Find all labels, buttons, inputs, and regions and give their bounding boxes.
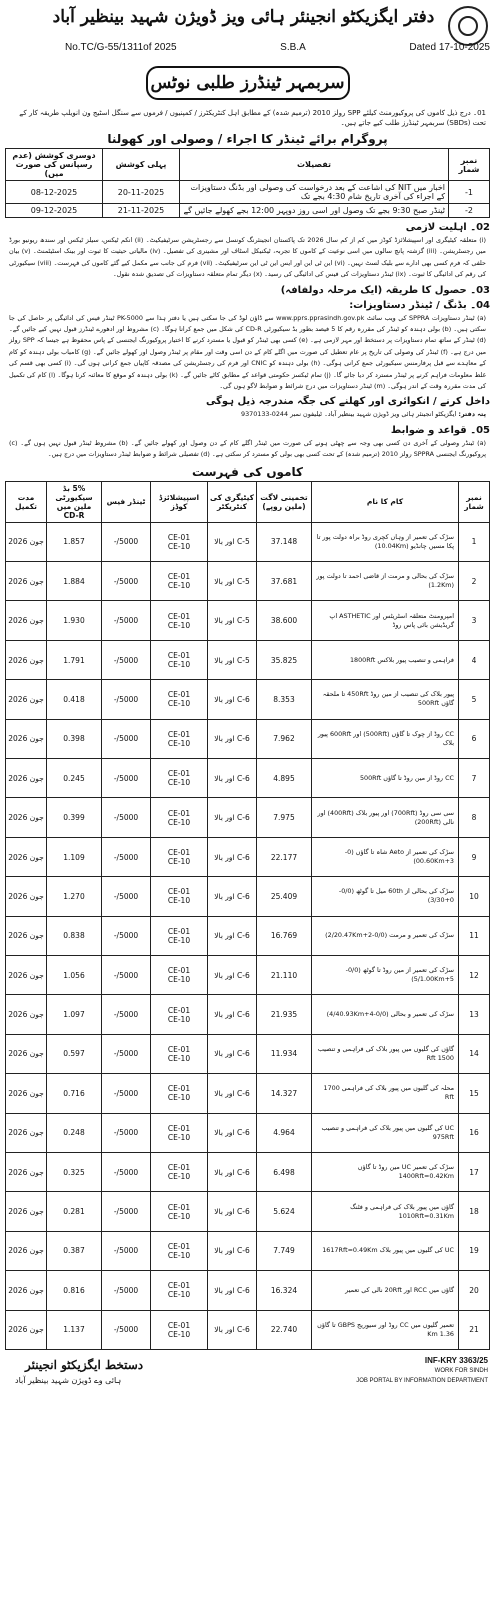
works-fee: 5000/- (102, 837, 151, 876)
works-period: جون 2026 (6, 837, 47, 876)
works-security: 1.857 (47, 522, 102, 561)
intro-text: 01۔ درج ذیل کاموں کی پروکیورمنٹ کیلئے SPP رولز 2010 (ترمیم شدہ) کے مطابق اہل کنٹریکٹرز / کمپنیوں / فرموں سے سنگل اسٹیج ون انویلپ طریقہ کار کے تحت (SBDs) سربمہر ٹینڈرز طلب کیے جاتے ہیں۔ (19, 109, 486, 127)
works-name: CC روڈ از چوک تا گاؤں (500Rft) اور 600Rft پیور بلاک (312, 719, 459, 758)
inf-stamp (356, 1356, 488, 1386)
works-codes (151, 1271, 208, 1310)
specialized-code: CE-01 (167, 848, 191, 857)
works-cost: 16.324 (257, 1271, 312, 1310)
works-period: جون 2026 (6, 955, 47, 994)
works-no: 1 (459, 522, 490, 561)
works-cost: 7.962 (257, 719, 312, 758)
works-security: 1.109 (47, 837, 102, 876)
works-cost: 4.964 (257, 1113, 312, 1152)
works-security: 1.791 (47, 640, 102, 679)
works-security: 0.716 (47, 1074, 102, 1113)
works-no: 2 (459, 562, 490, 601)
works-category: C-6 اور بالا (208, 1113, 257, 1152)
works-fee: 5000/- (102, 601, 151, 640)
works-period: جون 2026 (6, 1074, 47, 1113)
works-row (6, 562, 490, 601)
works-row (6, 1310, 490, 1349)
works-header-security: 5% بڈ سیکیورٹی ملین میں CD-R (47, 481, 102, 522)
works-codes (151, 877, 208, 916)
submit-heading: داخل کرنے / انکوائری اور کھلنے کی جگہ مندرجہ ذیل ہوگی (205, 396, 490, 408)
specialized-code: CE-10 (167, 1093, 191, 1103)
works-name: تعمیر گلیوں میں CC روڈ اور سیوریج GBPS تا گاؤں 1.36 Km (312, 1310, 459, 1349)
header (5, 4, 490, 60)
works-period: جون 2026 (6, 719, 47, 758)
specialized-code: CE-10 (167, 817, 191, 827)
program-detail: اخبار میں NIT کی اشاعت کے بعد درخواست کی وصولی اور بڈنگ دستاویزات کے اجراء کی آخری تاریخ شام 4:30 بجے تک (180, 181, 449, 204)
works-no: 3 (459, 601, 490, 640)
specialized-code: CE-01 (167, 1281, 191, 1291)
works-codes (151, 1074, 208, 1113)
works-codes (151, 562, 208, 601)
works-cost: 38.600 (257, 601, 312, 640)
works-name: گاؤں میں پیور بلاک کی فراہمی و فٹنگ 1010Rft=0.31Km (312, 1192, 459, 1231)
works-category: C-6 اور بالا (208, 1074, 257, 1113)
works-security: 0.418 (47, 680, 102, 719)
acquire-heading: 03۔ حصول کا طریقہ (ایک مرحلہ دولفافہ) (280, 284, 490, 296)
works-category: C-5 اور بالا (208, 562, 257, 601)
specialized-code: CE-01 (167, 1163, 191, 1173)
specialized-code: CE-10 (167, 1290, 191, 1300)
works-security: 0.325 (47, 1152, 102, 1191)
works-codes (151, 955, 208, 994)
works-security: 0.281 (47, 1192, 102, 1231)
works-name: سڑک کی تعمیر و بحالی (0/0-4+4/40.93Km) (312, 995, 459, 1034)
works-header-no: نمبر شمار (459, 481, 490, 522)
address-text: ایگزیکٹو انجینئر ہائی ویز ڈویژن شہید بینظیر آباد۔ ٹیلیفون نمبر 0244-9370133 (241, 410, 457, 419)
footer (5, 1354, 490, 1394)
works-no: 15 (459, 1074, 490, 1113)
works-row (6, 1074, 490, 1113)
program-no: 1- (449, 181, 490, 204)
works-period: جون 2026 (6, 640, 47, 679)
date-label: Dated 17-10-2025 (409, 42, 490, 53)
works-security: 0.838 (47, 916, 102, 955)
address-line (5, 409, 490, 420)
works-category: C-5 اور بالا (208, 640, 257, 679)
works-period: جون 2026 (6, 1113, 47, 1152)
specialized-code: CE-10 (167, 896, 191, 906)
works-category: C-5 اور بالا (208, 522, 257, 561)
specialized-code: CE-10 (167, 620, 191, 630)
works-security: 0.398 (47, 719, 102, 758)
program-second-date: 09-12-2025 (6, 204, 103, 218)
terms-heading: 05۔ قواعد و ضوابط (390, 424, 490, 436)
reference-number: No.TC/G-55/1311of 2025 (65, 42, 177, 53)
eligibility-text: (i) متعلقہ کیٹیگری اور اسپیشلائزڈ کوڈز میں کم از کم سال 2026 تک پاکستان انجینئرنگ کونسل سے رجسٹریشن سرٹیفیکیٹ۔ (ii) انکم ٹیکس، سیلز ٹیکس اور سندھ ریونیو بورڈ میں رجسٹریشن۔ (iii) گزشتہ پانچ سالوں میں اسی نوعیت کے کاموں کا تجربہ، ٹیکنیکل اسٹاف اور مشینری کی تفصیل۔ (iv) مالیاتی حیثیت کا ثبوت اور بینک اسٹیٹمنٹ۔ (v) بیان حلفی کہ فرم کسی بھی ادارے سے بلیک لسٹ نہیں۔ (vi) این ٹی این اور ایس این ٹی این سرٹیفیکیٹ۔ (vii) فرم کی جانب سے مکمل کیے گئے کاموں کی فہرست۔ (viii) سیکیورٹی کی رقم کی ادائیگی کا ثبوت۔ (ix) ٹینڈر دستاویزات کی فیس کی ادائیگی کی رسید۔ (x) دیگر تمام متعلقہ دستاویزات کی تصدیق شدہ نقول۔ (9, 236, 487, 279)
works-fee: 5000/- (102, 522, 151, 561)
works-row (6, 522, 490, 561)
works-period: جون 2026 (6, 601, 47, 640)
works-cost: 7.975 (257, 798, 312, 837)
works-category: C-6 اور بالا (208, 995, 257, 1034)
works-codes (151, 640, 208, 679)
works-codes (151, 916, 208, 955)
specialized-code: CE-10 (167, 1014, 191, 1024)
works-period: جون 2026 (6, 759, 47, 798)
works-heading: کاموں کی فہرست (191, 464, 303, 479)
works-fee: 5000/- (102, 1310, 151, 1349)
works-name: سڑک کی بحالی از 60th میل تا گوٹھ (0/0-0+3/30) (312, 877, 459, 916)
works-no: 11 (459, 916, 490, 955)
works-cost: 21.110 (257, 955, 312, 994)
works-security: 1.056 (47, 955, 102, 994)
program-no: 2- (449, 204, 490, 218)
works-name: گاؤں میں RCC اور 20Rft نالی کی تعمیر (312, 1271, 459, 1310)
works-cost: 22.740 (257, 1310, 312, 1349)
works-security: 0.387 (47, 1231, 102, 1270)
works-header-fee: ٹینڈر فیس (102, 481, 151, 522)
works-period: جون 2026 (6, 562, 47, 601)
works-period: جون 2026 (6, 1152, 47, 1191)
program-first-date: 21-11-2025 (103, 204, 180, 218)
specialized-code: CE-01 (167, 808, 191, 818)
sba-label: S.B.A (280, 42, 306, 53)
program-second-date: 08-12-2025 (6, 181, 103, 204)
program-header-second: دوسری کوشش (عدم رسپانس کی صورت میں) (6, 149, 103, 181)
specialized-code: CE-10 (167, 699, 191, 709)
specialized-code: CE-10 (167, 1250, 191, 1260)
works-no: 6 (459, 719, 490, 758)
works-category: C-6 اور بالا (208, 759, 257, 798)
works-name: پیور بلاک کی تنصیب از مین روڈ 450Rft تا ملحقہ گاؤں 500Rft (312, 680, 459, 719)
works-no: 10 (459, 877, 490, 916)
works-cost: 25.409 (257, 877, 312, 916)
specialized-code: CE-10 (167, 1329, 191, 1339)
specialized-code: CE-10 (167, 778, 191, 788)
works-no: 18 (459, 1192, 490, 1231)
works-fee: 5000/- (102, 1113, 151, 1152)
works-no: 5 (459, 680, 490, 719)
specialized-code: CE-10 (167, 738, 191, 748)
works-category: C-6 اور بالا (208, 1034, 257, 1073)
works-no: 16 (459, 1113, 490, 1152)
reference-row (65, 42, 490, 53)
specialized-code: CE-01 (167, 729, 191, 739)
works-row (6, 995, 490, 1034)
program-header-detail: تفصیلات (180, 149, 449, 181)
specialized-code: CE-10 (167, 660, 191, 670)
works-no: 9 (459, 837, 490, 876)
work-for-sindh-label: WORK FOR SINDH (434, 1367, 488, 1374)
works-row (6, 1231, 490, 1270)
specialized-code: CE-10 (167, 1172, 191, 1182)
works-period: جون 2026 (6, 798, 47, 837)
works-fee: 5000/- (102, 877, 151, 916)
works-security: 0.248 (47, 1113, 102, 1152)
works-codes (151, 601, 208, 640)
works-security: 1.097 (47, 995, 102, 1034)
works-period: جون 2026 (6, 995, 47, 1034)
works-row (6, 1192, 490, 1231)
specialized-code: CE-10 (167, 1211, 191, 1221)
specialized-code: CE-10 (167, 975, 191, 985)
works-row (6, 601, 490, 640)
works-cost: 21.935 (257, 995, 312, 1034)
works-cost: 6.498 (257, 1152, 312, 1191)
works-row (6, 640, 490, 679)
specialized-code: CE-01 (167, 1320, 191, 1330)
works-header-cost: تخمینی لاگت (ملین روپے) (257, 481, 312, 522)
bidding-heading: 04۔ بڈنگ / ٹینڈر دستاویزات: (349, 299, 490, 311)
works-fee: 5000/- (102, 640, 151, 679)
works-name: محلہ کی گلیوں میں پیور بلاک کی فراہمی 1700 Rft (312, 1074, 459, 1113)
works-no: 13 (459, 995, 490, 1034)
works-codes (151, 1231, 208, 1270)
works-fee: 5000/- (102, 680, 151, 719)
works-cost: 5.624 (257, 1192, 312, 1231)
works-fee: 5000/- (102, 995, 151, 1034)
works-security: 0.245 (47, 759, 102, 798)
works-period: جون 2026 (6, 1271, 47, 1310)
works-fee: 5000/- (102, 1231, 151, 1270)
works-no: 7 (459, 759, 490, 798)
works-security: 0.597 (47, 1034, 102, 1073)
works-row (6, 955, 490, 994)
works-name: UC کی گلیوں میں پیور بلاک 1617Rft=0.49Km (312, 1231, 459, 1270)
works-fee: 5000/- (102, 1271, 151, 1310)
works-period: جون 2026 (6, 680, 47, 719)
works-row (6, 680, 490, 719)
specialized-code: CE-01 (167, 1005, 191, 1015)
works-period: جون 2026 (6, 1310, 47, 1349)
specialized-code: CE-01 (167, 769, 191, 779)
specialized-code: CE-01 (167, 572, 191, 582)
works-name: سڑک کی تعمیر UC مین روڈ تا گاؤں 1400Rft=0.42Km (312, 1152, 459, 1191)
program-first-date: 20-11-2025 (103, 181, 180, 204)
works-category: C-6 اور بالا (208, 1152, 257, 1191)
works-name: سڑک کی تعمیر از مین روڈ تا گوٹھ (0/0-5+5/1.00Km) (312, 955, 459, 994)
works-fee: 5000/- (102, 562, 151, 601)
works-category: C-6 اور بالا (208, 680, 257, 719)
specialized-code: CE-01 (167, 926, 191, 936)
works-codes (151, 1192, 208, 1231)
specialized-code: CE-10 (167, 857, 191, 866)
works-name: CC روڈ از مین روڈ تا گاؤں 500Rft (312, 759, 459, 798)
works-codes (151, 759, 208, 798)
works-security: 1.884 (47, 562, 102, 601)
works-category: C-6 اور بالا (208, 877, 257, 916)
works-period: جون 2026 (6, 1034, 47, 1073)
specialized-code: CE-01 (167, 532, 191, 542)
signature-block (25, 1358, 143, 1372)
works-category: C-6 اور بالا (208, 719, 257, 758)
works-header-codes: اسپیشلائزڈ کوڈز (151, 481, 208, 522)
works-codes (151, 837, 208, 876)
works-fee: 5000/- (102, 1074, 151, 1113)
works-header-period: مدت تکمیل (6, 481, 47, 522)
works-body (6, 522, 490, 1349)
works-no: 21 (459, 1310, 490, 1349)
works-table (5, 481, 490, 1350)
specialized-code: CE-01 (167, 1044, 191, 1054)
works-no: 14 (459, 1034, 490, 1073)
specialized-code: CE-10 (167, 1132, 191, 1142)
inf-number: INF-KRY 3363/25 (424, 1355, 488, 1365)
works-row (6, 798, 490, 837)
works-fee: 5000/- (102, 1192, 151, 1231)
notice-title: سربمہر ٹینڈرز طلبی نوٹس (146, 66, 350, 100)
eligibility-heading: 02۔ اہلیت لازمی (405, 222, 490, 233)
specialized-code: CE-01 (167, 651, 191, 661)
works-category: C-6 اور بالا (208, 1310, 257, 1349)
works-codes (151, 798, 208, 837)
works-fee: 5000/- (102, 798, 151, 837)
works-category: C-6 اور بالا (208, 955, 257, 994)
works-codes (151, 719, 208, 758)
works-codes (151, 1310, 208, 1349)
works-security: 1.137 (47, 1310, 102, 1349)
works-period: جون 2026 (6, 522, 47, 561)
works-no: 4 (459, 640, 490, 679)
program-header-first: پہلی کوشش (103, 149, 180, 181)
works-category: C-5 اور بالا (208, 601, 257, 640)
specialized-code: CE-10 (167, 541, 191, 551)
works-name: UC کی گلیوں میں پیور بلاک کی فراہمی و تنصیب 975Rft (312, 1113, 459, 1152)
works-fee: 5000/- (102, 759, 151, 798)
works-name: سڑک کی تعمیر و مرمت (0/0-2+2/20.47Km) (312, 916, 459, 955)
bidding-text: (a) ٹینڈر دستاویزات SPPRA کی ویب سائٹ www.pprs.pprasindh.gov.pk سے ڈاؤن لوڈ کی جا سکتی ہیں یا دفتر ہذا سے PK-5000 ٹینڈر فیس کی ادائیگی پر حاصل کی جا سکتی ہیں۔ (b) بولی دہندہ کو ٹینڈر کی مقررہ رقم کا 5 فیصد بطور بڈ سیکیورٹی CD-R کی شکل میں جمع کرانا ہوگا۔ (c) مشروط اور ادھورے ٹینڈرز قبول نہیں کیے جائیں گے۔ (d) ٹینڈر کے ساتھ تمام دستاویزات پر دستخط اور مہر لازمی ہے۔ (e) کسی بھی ٹینڈر کو قبول یا مسترد کرنے کا اختیار پروکیورنگ ایجنسی کے پاس محفوظ ہے جیسا کہ SPP رولز میں درج ہے۔ (f) ٹینڈر کی وصولی کی تاریخ پر عام تعطیل کی صورت میں اگلے کام کے دن اسی وقت اور مقام پر ٹینڈر وصول اور کھولے جائیں گے۔ (g) کامیاب بولی دہندہ کو کام کے معاہدے سے قبل پرفارمنس سیکیورٹی جمع کرانی ہوگی۔ (h) بولی دہندہ کو CNIC اور فرم کی رجسٹریشن کی مصدقہ کاپیاں جمع کرانی ہوں گی۔ (i) کسی بھی قسم کی غلط معلومات فراہم کرنے پر ٹینڈر مسترد کر دیا جائے گا۔ (j) تمام ٹیکسز حکومتی قواعد کے مطابق کاٹے جائیں گے۔ (k) بولی دہندہ کو موقع کا معائنہ کرنا ہوگا۔ (l) کام کی تکمیل کی مدت مقررہ وقت کے اندر ہوگی۔ (m) ٹینڈر دستاویزات میں درج شرائط و ضوابط لاگو ہوں گی۔ (9, 313, 487, 391)
works-period: جون 2026 (6, 916, 47, 955)
program-table (5, 148, 490, 218)
works-codes (151, 1113, 208, 1152)
works-no: 17 (459, 1152, 490, 1191)
program-heading: پروگرام برائے ٹینڈر کا اجراء / وصولی اور کھولنا (107, 132, 388, 146)
works-name: گاؤں کی گلیوں میں پیور بلاک کی فراہمی و تنصیب 1500 Rft (312, 1034, 459, 1073)
works-category: C-6 اور بالا (208, 1231, 257, 1270)
works-row (6, 719, 490, 758)
address-label: پتہ دفتر: (458, 410, 486, 419)
works-security: 1.930 (47, 601, 102, 640)
works-cost: 16.769 (257, 916, 312, 955)
works-category: C-6 اور بالا (208, 798, 257, 837)
specialized-code: CE-01 (167, 611, 191, 621)
works-name: سڑک کی بحالی و مرمت از قاضی احمد تا دولت پور (1.2Km) (312, 562, 459, 601)
works-fee: 5000/- (102, 719, 151, 758)
works-codes (151, 995, 208, 1034)
works-codes (151, 680, 208, 719)
specialized-code: CE-10 (167, 581, 191, 591)
works-row (6, 1113, 490, 1152)
specialized-code: CE-01 (167, 966, 191, 976)
government-seal-icon (448, 6, 488, 46)
works-period: جون 2026 (6, 1231, 47, 1270)
office-title: دفتر ایگزیکٹو انجینئر ہائی ویز ڈویژن شہید بینظیر آباد (52, 7, 435, 27)
works-no: 12 (459, 955, 490, 994)
works-name: سڑک کی تعمیر از Aeto شاہ تا گاؤں (0-3+00.60Km) (312, 837, 459, 876)
works-row (6, 916, 490, 955)
program-header-no: نمبر شمار (449, 149, 490, 181)
specialized-code: CE-01 (167, 1241, 191, 1251)
works-no: 8 (459, 798, 490, 837)
program-row (6, 181, 490, 204)
works-row (6, 1152, 490, 1191)
works-cost: 37.148 (257, 522, 312, 561)
specialized-code: CE-01 (167, 690, 191, 700)
works-row (6, 1034, 490, 1073)
works-header-name: کام کا نام (312, 481, 459, 522)
works-name: فراہمی و تنصیب پیور بلاکس 1800Rft (312, 640, 459, 679)
works-cost: 35.825 (257, 640, 312, 679)
works-no: 19 (459, 1231, 490, 1270)
works-cost: 37.681 (257, 562, 312, 601)
works-security: 0.399 (47, 798, 102, 837)
program-row (6, 204, 490, 218)
terms-text: (a) ٹینڈر وصولی کے آخری دن کسی بھی وجہ سے چھٹی ہونے کی صورت میں ٹینڈر اگلے کام کے دن وصول اور کھولے جائیں گے۔ (b) مشروط ٹینڈر قبول نہیں ہوں گے۔ (c) پروکیورنگ ایجنسی SPPRA رولز 2010 (ترمیم شدہ) کے تحت کسی بھی بولی کو مسترد کر سکتی ہے۔ (d) تفصیلی شرائط و ضوابط ٹینڈر دستاویزات میں درج ہیں۔ (9, 438, 486, 459)
works-cost: 8.353 (257, 680, 312, 719)
works-security: 1.270 (47, 877, 102, 916)
specialized-code: CE-01 (167, 1123, 191, 1133)
specialized-code: CE-01 (167, 1084, 191, 1094)
works-cost: 7.749 (257, 1231, 312, 1270)
works-category: C-6 اور بالا (208, 837, 257, 876)
specialized-code: CE-10 (167, 935, 191, 945)
works-fee: 5000/- (102, 1034, 151, 1073)
works-fee: 5000/- (102, 955, 151, 994)
works-name: سڑک کی تعمیر از وہاں کچری روڈ براہ دولت پور تا پکا مسیں چانڈیو (10.04Km) (312, 522, 459, 561)
works-row (6, 837, 490, 876)
tender-notice (5, 4, 490, 1604)
works-category: C-6 اور بالا (208, 1271, 257, 1310)
signature-subtitle: ہائی وے ڈویژن شہید بینظیر آباد (15, 1375, 122, 1385)
works-no: 20 (459, 1271, 490, 1310)
works-name: سی سی روڈ (700Rft) اور پیور بلاک (400Rft) اور نالی (200Rft) (312, 798, 459, 837)
works-security: 0.816 (47, 1271, 102, 1310)
works-period: جون 2026 (6, 1192, 47, 1231)
job-portal-label: JOB PORTAL BY INFORMATION DEPARTMENT (356, 1377, 488, 1384)
works-row (6, 877, 490, 916)
works-category: C-6 اور بالا (208, 1192, 257, 1231)
works-codes (151, 1034, 208, 1073)
works-header-category: کیٹیگری کی کنٹریکٹر (208, 481, 257, 522)
works-fee: 5000/- (102, 1152, 151, 1191)
signed-label: دستخط (104, 1357, 144, 1372)
works-codes (151, 1152, 208, 1191)
works-category: C-6 اور بالا (208, 916, 257, 955)
works-row (6, 1271, 490, 1310)
works-name: امپرومنٹ متعلقہ اسٹریٹس اور ASTHETIC اپ گریڈیشن بائی پاس روڈ (312, 601, 459, 640)
signature-title: ایگزیکٹو انجینئر (25, 1357, 101, 1372)
works-fee: 5000/- (102, 916, 151, 955)
works-row (6, 759, 490, 798)
works-cost: 4.895 (257, 759, 312, 798)
program-detail: ٹینڈر صبح 9:30 بجے تک وصول اور اسی روز دوپہر 12:00 بجے کھولے جائیں گے (180, 204, 449, 218)
works-cost: 14.327 (257, 1074, 312, 1113)
works-cost: 11.934 (257, 1034, 312, 1073)
works-codes (151, 522, 208, 561)
works-period: جون 2026 (6, 877, 47, 916)
specialized-code: CE-01 (167, 887, 191, 897)
specialized-code: CE-01 (167, 1202, 191, 1212)
works-cost: 22.177 (257, 837, 312, 876)
specialized-code: CE-10 (167, 1053, 191, 1063)
